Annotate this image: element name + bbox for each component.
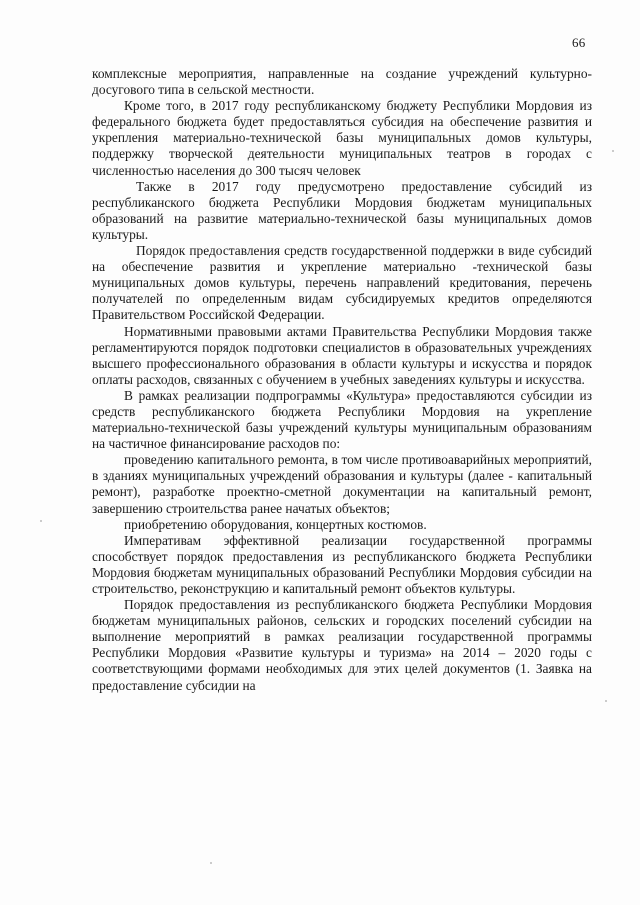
scan-speck (40, 520, 42, 522)
paragraph-imperatives: Императивам эффективной реализации государственной программы способствует порядок предоставления из республиканского бюджета Республики Мордовия бюджетам муниципальных образований Республики Мордовия субсидии на строительство, реконструкцию и капитальный ремонт объектов культуры. (92, 532, 592, 596)
paragraph-culture-subprogram: В рамках реализации подпрограммы «Культура» предоставляются субсидии из средств республиканского бюджета Республики Мордовия на укрепление материально-технической базы учреждений культуры муниципальным образованиям на частичное финансирование расходов по: (92, 387, 592, 452)
body-text (92, 66, 592, 694)
page-number: 66 (572, 35, 586, 50)
paragraph-procedure-2014-2020: Порядок предоставления из республиканского бюджета Республики Мордовия бюджетам муниципальных районов, сельских и городских поселений субсидии на выполнение мероприятий в рамках реализации государственной программы Республики Мордовия «Развитие культуры и туризма» на 2014 – 2020 годы с соответствующими формами необходимых для этих целей документов (1. Заявка на предоставление субсидии на (92, 597, 592, 693)
paragraph-normative-acts: Нормативными правовыми актами Правительства Республики Мордовия также регламентируются порядок подготовки специалистов в образовательных учреждениях высшего профессионального образования в области культуры и искусства и порядок оплаты расходов, связанных с обучением в учебных заведениях культуры и искусства. (92, 323, 592, 387)
scan-speck (210, 862, 212, 864)
paragraph-continuation: комплексные мероприятия, направленные на создание учреждений культурно-досугового типа в сельской местности. (92, 66, 592, 98)
scan-speck (605, 700, 607, 702)
paragraph-federal-subsidy: Кроме того, в 2017 году республиканскому бюджету Республики Мордовия из федерального бюджета будет предоставляться субсидия на обеспечение развития и укрепления материально-технической базы муниципальных домов культуры, поддержку творческой деятельности муниципальных театров в городах с численностью населения до 300 тысяч человек (92, 98, 592, 178)
scan-speck (612, 150, 614, 152)
paragraph-subsidy-procedure: Порядок предоставления средств государственной поддержки в виде субсидий на обеспечение развития и укрепление материально -технической базы муниципальных домов культуры, перечень направлений кредитования, перечень получателей по определенным видам субсидируемых кредитов определяются Правительством Российской Федерации. (92, 243, 592, 323)
list-item-capital-repair: проведению капитального ремонта, в том числе противоаварийных мероприятий, в зданиях муниципальных учреждений образования и культуры (далее - капитальный ремонт), разработке проектно-сметной документации на капитальный ремонт, завершению строительства ранее начатых объектов; (92, 452, 592, 516)
paragraph-republic-subsidy: Также в 2017 году предусмотрено предоставление субсидий из республиканского бюджета Республики Мордовия бюджетам муниципальных образований на развитие материально-технической базы муниципальных домов культуры. (92, 178, 592, 242)
list-item-equipment: приобретению оборудования, концертных костюмов. (124, 516, 427, 532)
